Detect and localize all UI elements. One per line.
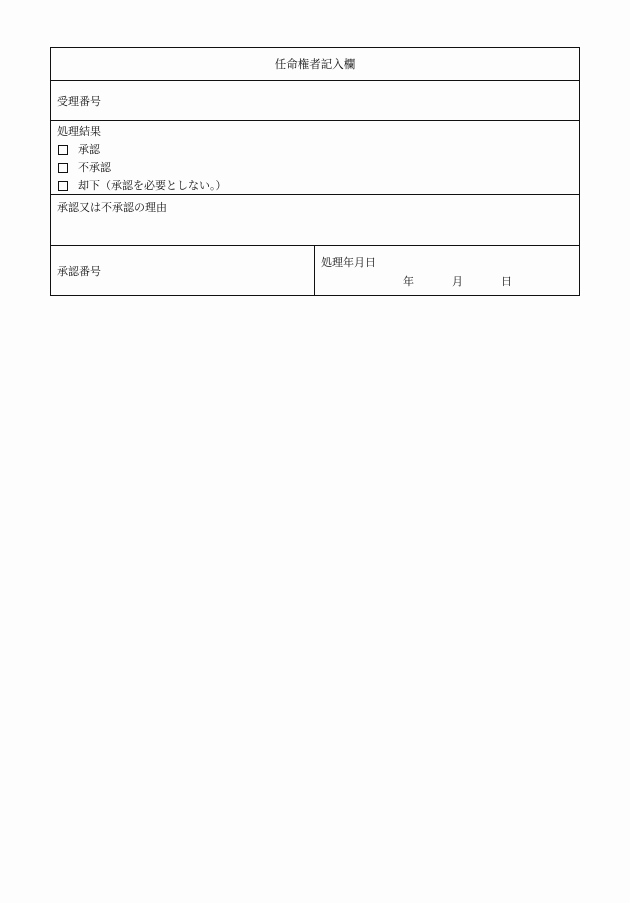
appointer-entry-form <box>50 47 580 296</box>
day-unit: 日 <box>501 275 512 288</box>
reason-label: 承認又は不承認の理由 <box>57 201 167 214</box>
option-approve-label: 承認 <box>78 143 100 156</box>
option-disapprove[interactable] <box>57 159 573 177</box>
approval-number-label: 承認番号 <box>57 264 101 278</box>
year-unit: 年 <box>403 275 414 288</box>
processing-result-section <box>51 121 579 195</box>
approval-number-field[interactable] <box>51 246 315 295</box>
reception-number-label: 受理番号 <box>57 94 101 108</box>
bottom-row <box>51 246 579 295</box>
reason-field[interactable] <box>51 195 579 246</box>
option-disapprove-label: 不承認 <box>78 161 111 174</box>
reception-number-field[interactable] <box>51 81 579 121</box>
processing-date-label: 処理年月日 <box>321 256 376 269</box>
option-approve[interactable] <box>57 141 573 159</box>
disapprove-checkbox[interactable] <box>58 163 68 173</box>
reject-checkbox[interactable] <box>58 181 68 191</box>
option-reject[interactable] <box>57 177 573 195</box>
processing-date-field[interactable] <box>315 246 579 295</box>
form-title <box>51 48 579 81</box>
month-unit: 月 <box>452 275 463 288</box>
processing-result-label: 処理結果 <box>57 125 101 138</box>
approve-checkbox[interactable] <box>58 145 68 155</box>
form-title-text: 任命権者記入欄 <box>274 57 356 71</box>
date-units <box>403 273 512 289</box>
option-reject-label: 却下（承認を必要としない。） <box>78 179 227 192</box>
